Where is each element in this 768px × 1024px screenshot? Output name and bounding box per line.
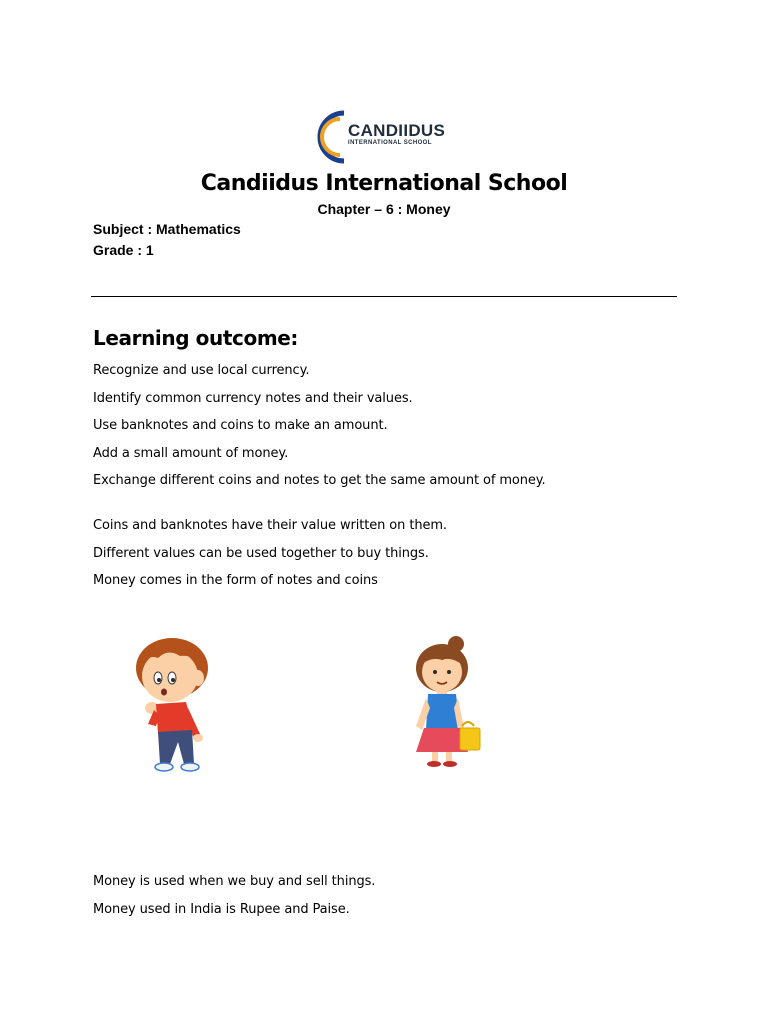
girl-illustration: [402, 634, 488, 775]
outcome-item: Recognize and use local currency.: [93, 363, 310, 378]
school-title: Candiidus International School: [200, 171, 568, 196]
fact-item: Coins and banknotes have their value written on them.: [93, 518, 447, 533]
learning-outcome-heading: Learning outcome:: [93, 326, 299, 350]
outcome-item: Identify common currency notes and their values.: [93, 391, 413, 406]
outcome-item: Exchange different coins and notes to get the same amount of money.: [93, 473, 546, 488]
usage-item: Money is used when we buy and sell things.: [93, 874, 376, 889]
chapter-title: Chapter – 6 : Money: [317, 201, 451, 217]
outcome-item: Add a small amount of money.: [93, 446, 289, 461]
boy-illustration: [128, 638, 214, 779]
divider: [91, 296, 677, 297]
subject-line: Subject : Mathematics: [93, 221, 241, 237]
usage-item: Money used in India is Rupee and Paise.: [93, 902, 350, 917]
logo-subtitle-text: INTERNATIONAL SCHOOL: [348, 140, 432, 146]
logo-brand-text: CANDIIDUS: [348, 121, 446, 140]
outcome-item: Use banknotes and coins to make an amount.: [93, 418, 388, 433]
fact-item: Money comes in the form of notes and coins: [93, 573, 378, 588]
school-logo: [314, 107, 456, 167]
grade-line: Grade : 1: [93, 242, 154, 258]
fact-item: Different values can be used together to buy things.: [93, 546, 429, 561]
